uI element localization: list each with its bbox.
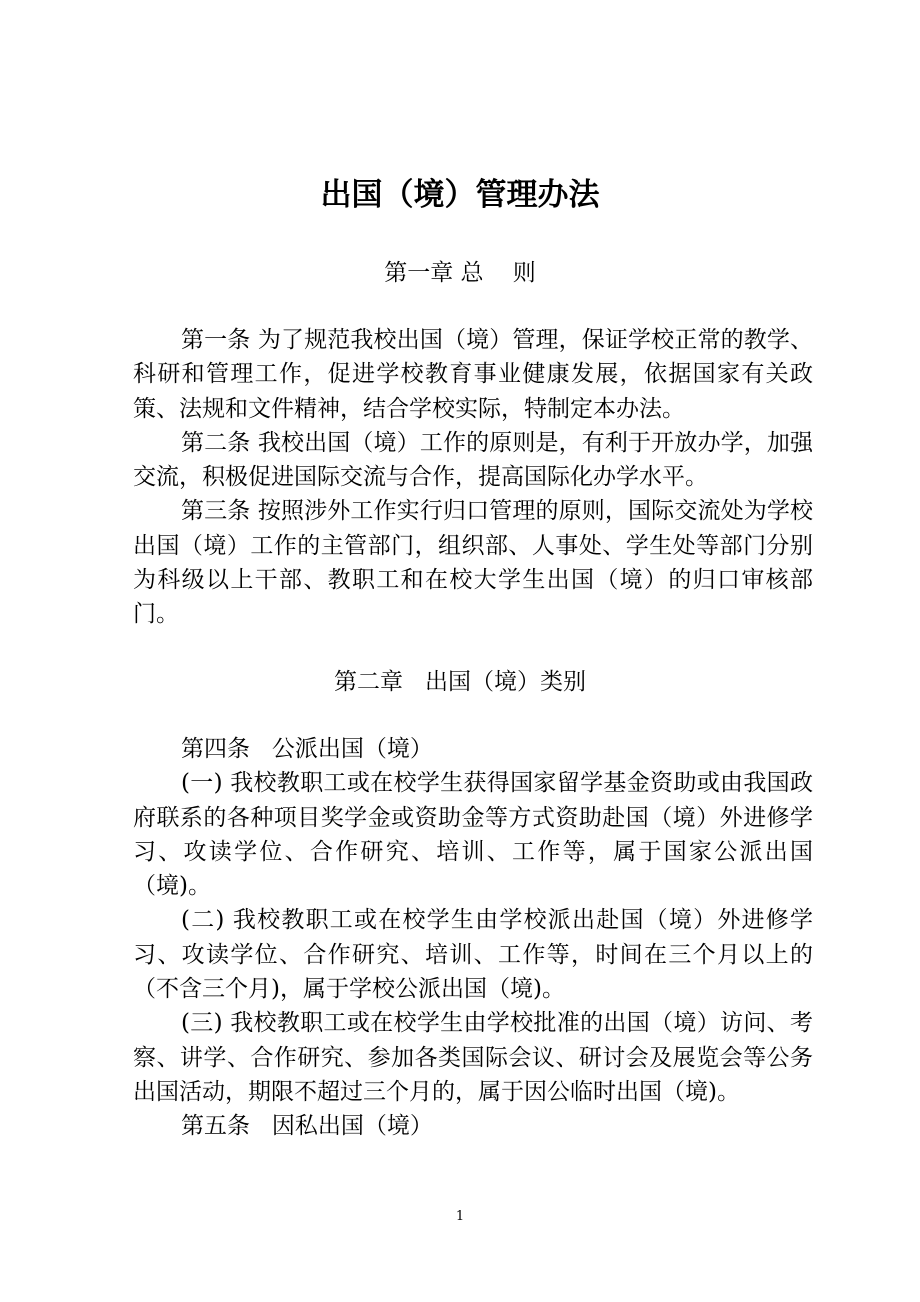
chapter-1-heading: 第一章 总 则 xyxy=(384,260,536,286)
article-4-item-3: (三) 我校教职工或在校学生由学校批准的出国（境）访问、考察、讲学、合作研究、参加各类国际会议、研讨会及展览会等公务出国活动，期限不超过三个月的，属于因公临时出国（境)。 xyxy=(133,1010,813,1105)
article-4-item-1: (一) 我校教职工或在校学生获得国家留学基金资助或由我国政府联系的各种项目奖学金或资助金等方式资助赴国（境）外进修学习、攻读学位、合作研究、培训、工作等，属于国家公派出国（境)。 xyxy=(133,770,813,900)
document-title: 出国（境）管理办法 xyxy=(320,177,600,213)
chapter-1-body xyxy=(133,323,813,632)
article-4-item-2: (二) 我校教职工或在校学生由学校派出赴国（境）外进修学习、攻读学位、合作研究、培训、工作等，时间在三个月以上的（不含三个月)，属于学校公派出国（境)。 xyxy=(133,907,813,1003)
chapter-2-body xyxy=(133,732,813,1144)
article-3: 第三条 按照涉外工作实行归口管理的原则，国际交流处为学校出国（境）工作的主管部门，组织部、人事处、学生处等部门分别为科级以上干部、教职工和在校大学生出国（境）的归口审核部门。 xyxy=(133,498,813,628)
article-2: 第二条 我校出国（境）工作的原则是，有利于开放办学，加强交流，积极促进国际交流与合作，提高国际化办学水平。 xyxy=(133,429,813,491)
page-number: 1 xyxy=(455,1209,465,1224)
article-1: 第一条 为了规范我校出国（境）管理，保证学校正常的教学、科研和管理工作，促进学校教育事业健康发展，依据国家有关政策、法规和文件精神，结合学校实际，特制定本办法。 xyxy=(133,327,813,422)
article-5-heading: 第五条 因私出国（境） xyxy=(181,1113,433,1140)
article-4-heading: 第四条 公派出国（境） xyxy=(181,736,433,762)
chapter-2-heading: 第二章 出国（境）类别 xyxy=(334,669,586,695)
